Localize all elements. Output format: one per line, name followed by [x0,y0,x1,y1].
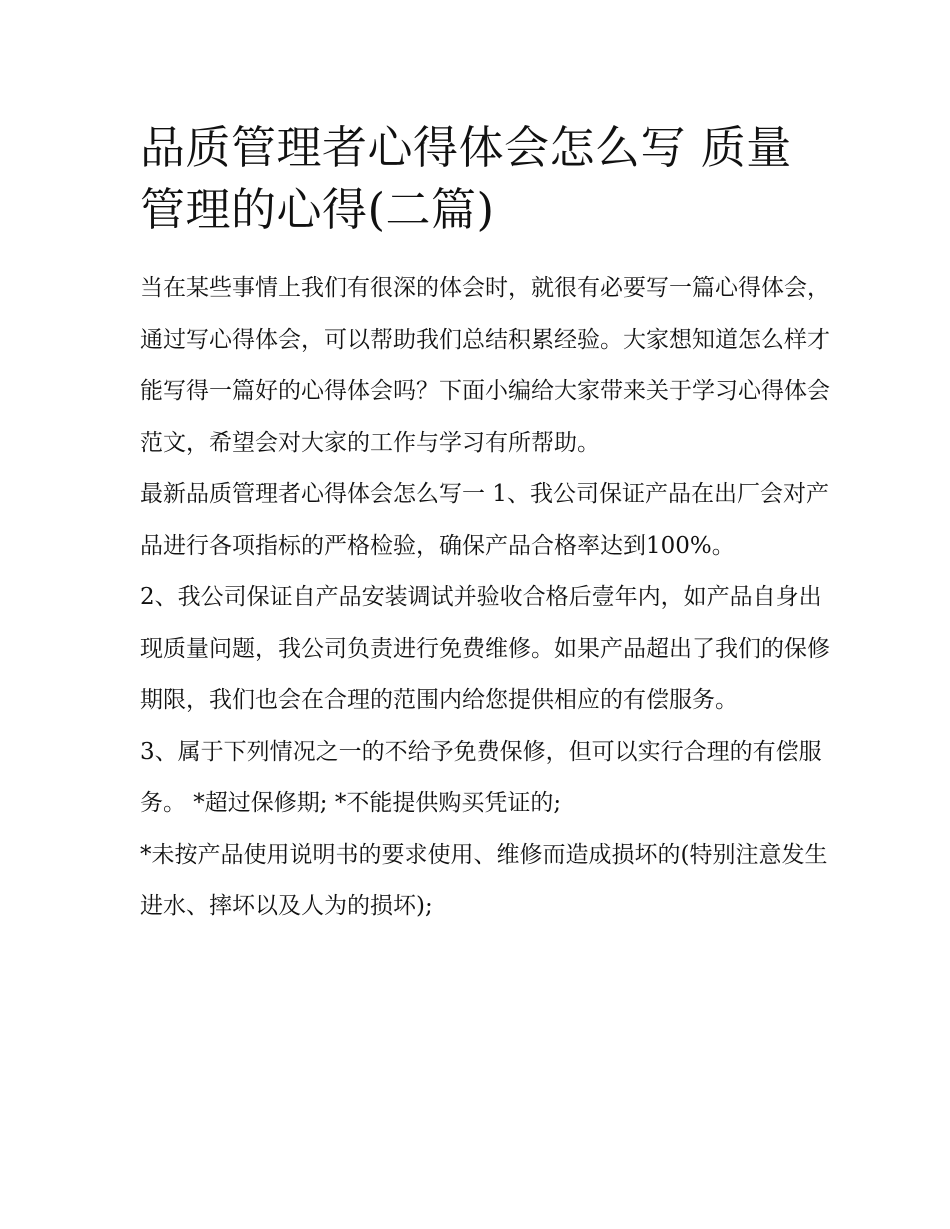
paragraph-item-3: 3、属于下列情况之一的不给予免费保修，但可以实行合理的有偿服务。 *超过保修期; *不能提供购买凭证的; [140,738,822,816]
paragraph-item-1: 最新品质管理者心得体会怎么写一 1、我公司保证产品在出厂会对产品进行各项指标的严格检验，确保产品合格率达到100%。 [140,481,829,559]
intro-paragraph: 当在某些事情上我们有很深的体会时，就很有必要写一篇心得体会，通过写心得体会，可以帮助我们总结积累经验。大家想知道怎么样才能写得一篇好的心得体会吗？下面小编给大家带来关于学习心得体会范文，希望会对大家的工作与学习有所帮助。 [140,275,830,456]
document-title: 品质管理者心得体会怎么写 质量管理的心得(二篇) [140,121,792,236]
paragraph-item-4: *未按产品使用说明书的要求使用、维修而造成损坏的(特别注意发生进水、摔坏以及人为的损坏); [140,841,828,919]
paragraph-item-2: 2、我公司保证自产品安装调试并验收合格后壹年内，如产品自身出现质量问题，我公司负责进行免费维修。如果产品超出了我们的保修期限，我们也会在合理的范围内给您提供相应的有偿服务。 [140,584,830,713]
document-body [140,117,830,933]
